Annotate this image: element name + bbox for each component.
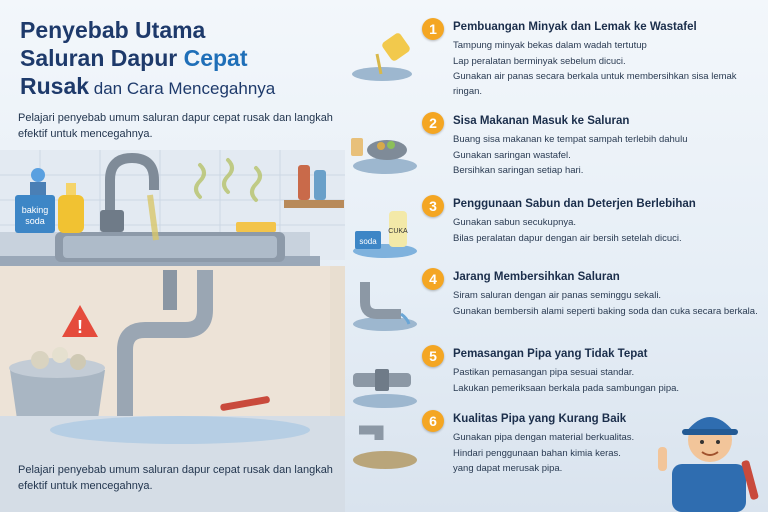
title-line-1: Penyebab Utama <box>20 17 206 43</box>
item-line: yang dapat merusak pipa. <box>453 463 563 474</box>
title-line-2a: Saluran Dapur <box>20 45 184 71</box>
item-line: Siram saluran dengan air panas seminggu sekali. <box>453 290 662 301</box>
item-title: Pembuangan Minyak dan Lemak ke Wastafel <box>453 21 697 33</box>
item-line: Hindari penggunaan bahan kimia keras. <box>453 447 621 459</box>
page-title <box>20 16 350 103</box>
pipe-joint-icon <box>345 351 419 411</box>
item-line: Gunakan saringan wastafel. <box>453 149 571 161</box>
baking-soda-label-1: baking <box>21 205 49 215</box>
food-strainer-icon <box>345 118 419 178</box>
item-line: Buang sisa makanan ke tempat sampah terlebih dahulu <box>453 134 688 145</box>
item-title: Pemasangan Pipa yang Tidak Tepat <box>453 348 648 360</box>
cause-item-4 <box>345 268 760 343</box>
baking-soda-label-2: soda <box>25 216 45 226</box>
item-line: Lap peralatan berminyak sebelum dicuci. <box>453 55 626 67</box>
footer-intro-text: Pelajari penyebab umum saluran dapur cepat rusak dan langkah efektif untuk mencegahnya. <box>18 464 333 492</box>
item-number-badge: 3 <box>422 195 444 217</box>
item-line: Pastikan pemasangan pipa sesuai standar. <box>453 367 635 378</box>
item-number-badge: 1 <box>422 18 444 40</box>
cause-item-1 <box>345 18 760 97</box>
item-title: Kualitas Pipa yang Kurang Baik <box>453 413 627 425</box>
cause-item-2 <box>345 112 760 187</box>
cause-item-3 <box>345 195 760 270</box>
item-line: Bersihkan saringan setiap hari. <box>453 165 584 176</box>
item-number-badge: 5 <box>422 345 444 367</box>
broken-pipe-icon <box>345 416 419 476</box>
oil-pour-icon <box>345 24 419 84</box>
item-line: Tampung minyak bekas dalam wadah tertutup <box>453 40 647 51</box>
item-line: Gunakan pipa dengan material berkualitas. <box>453 432 635 443</box>
soda-box-label: soda <box>359 237 377 246</box>
title-line-3a: Rusak <box>20 73 90 99</box>
item-title: Penggunaan Sabun dan Deterjen Berlebihan <box>453 198 696 210</box>
drain-pipe-icon <box>345 274 419 334</box>
item-title: Jarang Membersihkan Saluran <box>453 271 620 283</box>
detergent-icon <box>345 201 419 261</box>
item-title: Sisa Makanan Masuk ke Saluran <box>453 115 630 127</box>
item-number-badge: 6 <box>422 410 444 432</box>
item-line: Gunakan air panas secara berkala untuk membersihkan sisa lemak ringan. <box>453 71 737 97</box>
plumber-illustration <box>650 392 768 512</box>
item-line: Gunakan sabun secukupnya. <box>453 217 577 228</box>
cuka-bottle-label: CUKA <box>388 228 408 235</box>
item-number-badge: 4 <box>422 268 444 290</box>
title-line-2b: Cepat <box>183 45 248 71</box>
item-line: Bilas peralatan dapur dengan air bersih setelah dicuci. <box>453 232 682 244</box>
item-line: Lakukan pemeriksaan berkala pada sambungan pipa. <box>453 382 680 394</box>
item-line: Gunakan bembersih alami seperti baking soda dan cuka secara berkala. <box>453 305 758 317</box>
svg-text:!: ! <box>77 317 83 337</box>
title-line-3b: dan Cara Mencegahnya <box>89 79 276 98</box>
item-number-badge: 2 <box>422 112 444 134</box>
intro-text: Pelajari penyebab umum saluran dapur cepat rusak dan langkah efektif untuk mencegahnya. <box>18 112 333 140</box>
